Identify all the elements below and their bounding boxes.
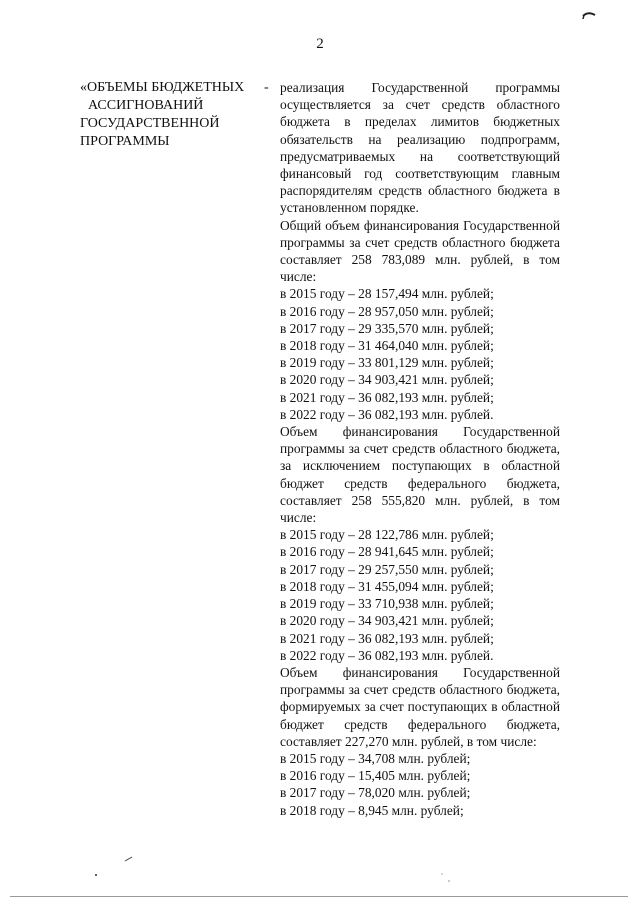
year-line: в 2021 году – 36 082,193 млн. рублей;: [280, 389, 494, 405]
content-column: [280, 79, 560, 819]
heading-line: АССИГНОВАНИЙ: [88, 98, 204, 113]
intro-paragraph: реализация Государственной программы осуществляется за счет средств областного бюджета в пределах лимитов бюджетных обязательств на реализацию подпрограмм, предусматриваемых на соответствующий финансовый год соответствующим главным распорядителям средств областного бюджета в установленном порядке.: [280, 80, 560, 216]
year-line: в 2016 году – 28 957,050 млн. рублей;: [280, 303, 494, 319]
year-line: в 2022 году – 36 082,193 млн. рублей.: [280, 647, 494, 663]
year-line: в 2019 году – 33 710,938 млн. рублей;: [280, 596, 494, 612]
federal-funded-years: [280, 750, 560, 819]
year-line: в 2018 году – 31 464,040 млн. рублей;: [280, 338, 494, 354]
heading-dash: -: [264, 80, 269, 95]
scan-speck: [448, 880, 450, 882]
year-line: в 2017 году – 29 257,550 млн. рублей;: [280, 561, 494, 577]
page-number: 2: [316, 36, 324, 52]
year-line: в 2018 году – 31 455,094 млн. рублей;: [280, 578, 494, 594]
year-line: в 2020 году – 34 903,421 млн. рублей;: [280, 613, 494, 629]
year-line: в 2017 году – 29 335,570 млн. рублей;: [280, 320, 494, 336]
year-line: в 2021 году – 36 082,193 млн. рублей;: [280, 630, 494, 646]
year-line: в 2015 году – 28 122,786 млн. рублей;: [280, 527, 494, 543]
heading-line: «ОБЪЕМЫ БЮДЖЕТНЫХ: [80, 80, 245, 95]
year-line: в 2019 году – 33 801,129 млн. рублей;: [280, 355, 494, 371]
scan-speck: [441, 873, 443, 875]
year-line: в 2016 году – 15,405 млн. рублей;: [280, 768, 471, 784]
year-line: в 2016 году – 28 941,645 млн. рублей;: [280, 544, 494, 560]
section-heading: [80, 79, 258, 151]
year-line: в 2018 году – 8,945 млн. рублей;: [280, 802, 464, 818]
year-line: в 2017 году – 78,020 млн. рублей;: [280, 785, 471, 801]
scan-speck: [95, 874, 97, 876]
excluding-federal-paragraph: Объем финансирования Государственной программы за счет средств областного бюджета, за исключением поступающих в областной бюджет средств федерального бюджета, составляет 258 555,820 млн. рублей, в том числе:: [280, 424, 560, 526]
year-line: в 2015 году – 28 157,494 млн. рублей;: [280, 286, 494, 302]
total-financing-paragraph: Общий объем финансирования Государственной программы за счет средств областного бюджета составляет 258 783,089 млн. рублей, в том числе:: [280, 217, 560, 285]
heading-line: ПРОГРАММЫ: [80, 134, 170, 149]
heading-line: ГОСУДАРСТВЕННОЙ: [80, 116, 220, 131]
scan-mark: [582, 10, 596, 20]
total-financing-years: [280, 285, 560, 423]
federal-funded-paragraph: Объем финансирования Государственной программы за счет средств областного бюджета, формируемых за счет поступающих в областной бюджет средств федерального бюджета, составляет 227,270 млн. рублей, в том числе:: [280, 664, 560, 749]
excluding-federal-years: [280, 526, 560, 664]
year-line: в 2015 году – 34,708 млн. рублей;: [280, 750, 471, 766]
page-edge-line: [10, 896, 628, 897]
scan-speck: [124, 856, 134, 862]
year-line: в 2020 году – 34 903,421 млн. рублей;: [280, 372, 494, 388]
year-line: в 2022 году – 36 082,193 млн. рублей.: [280, 406, 494, 422]
